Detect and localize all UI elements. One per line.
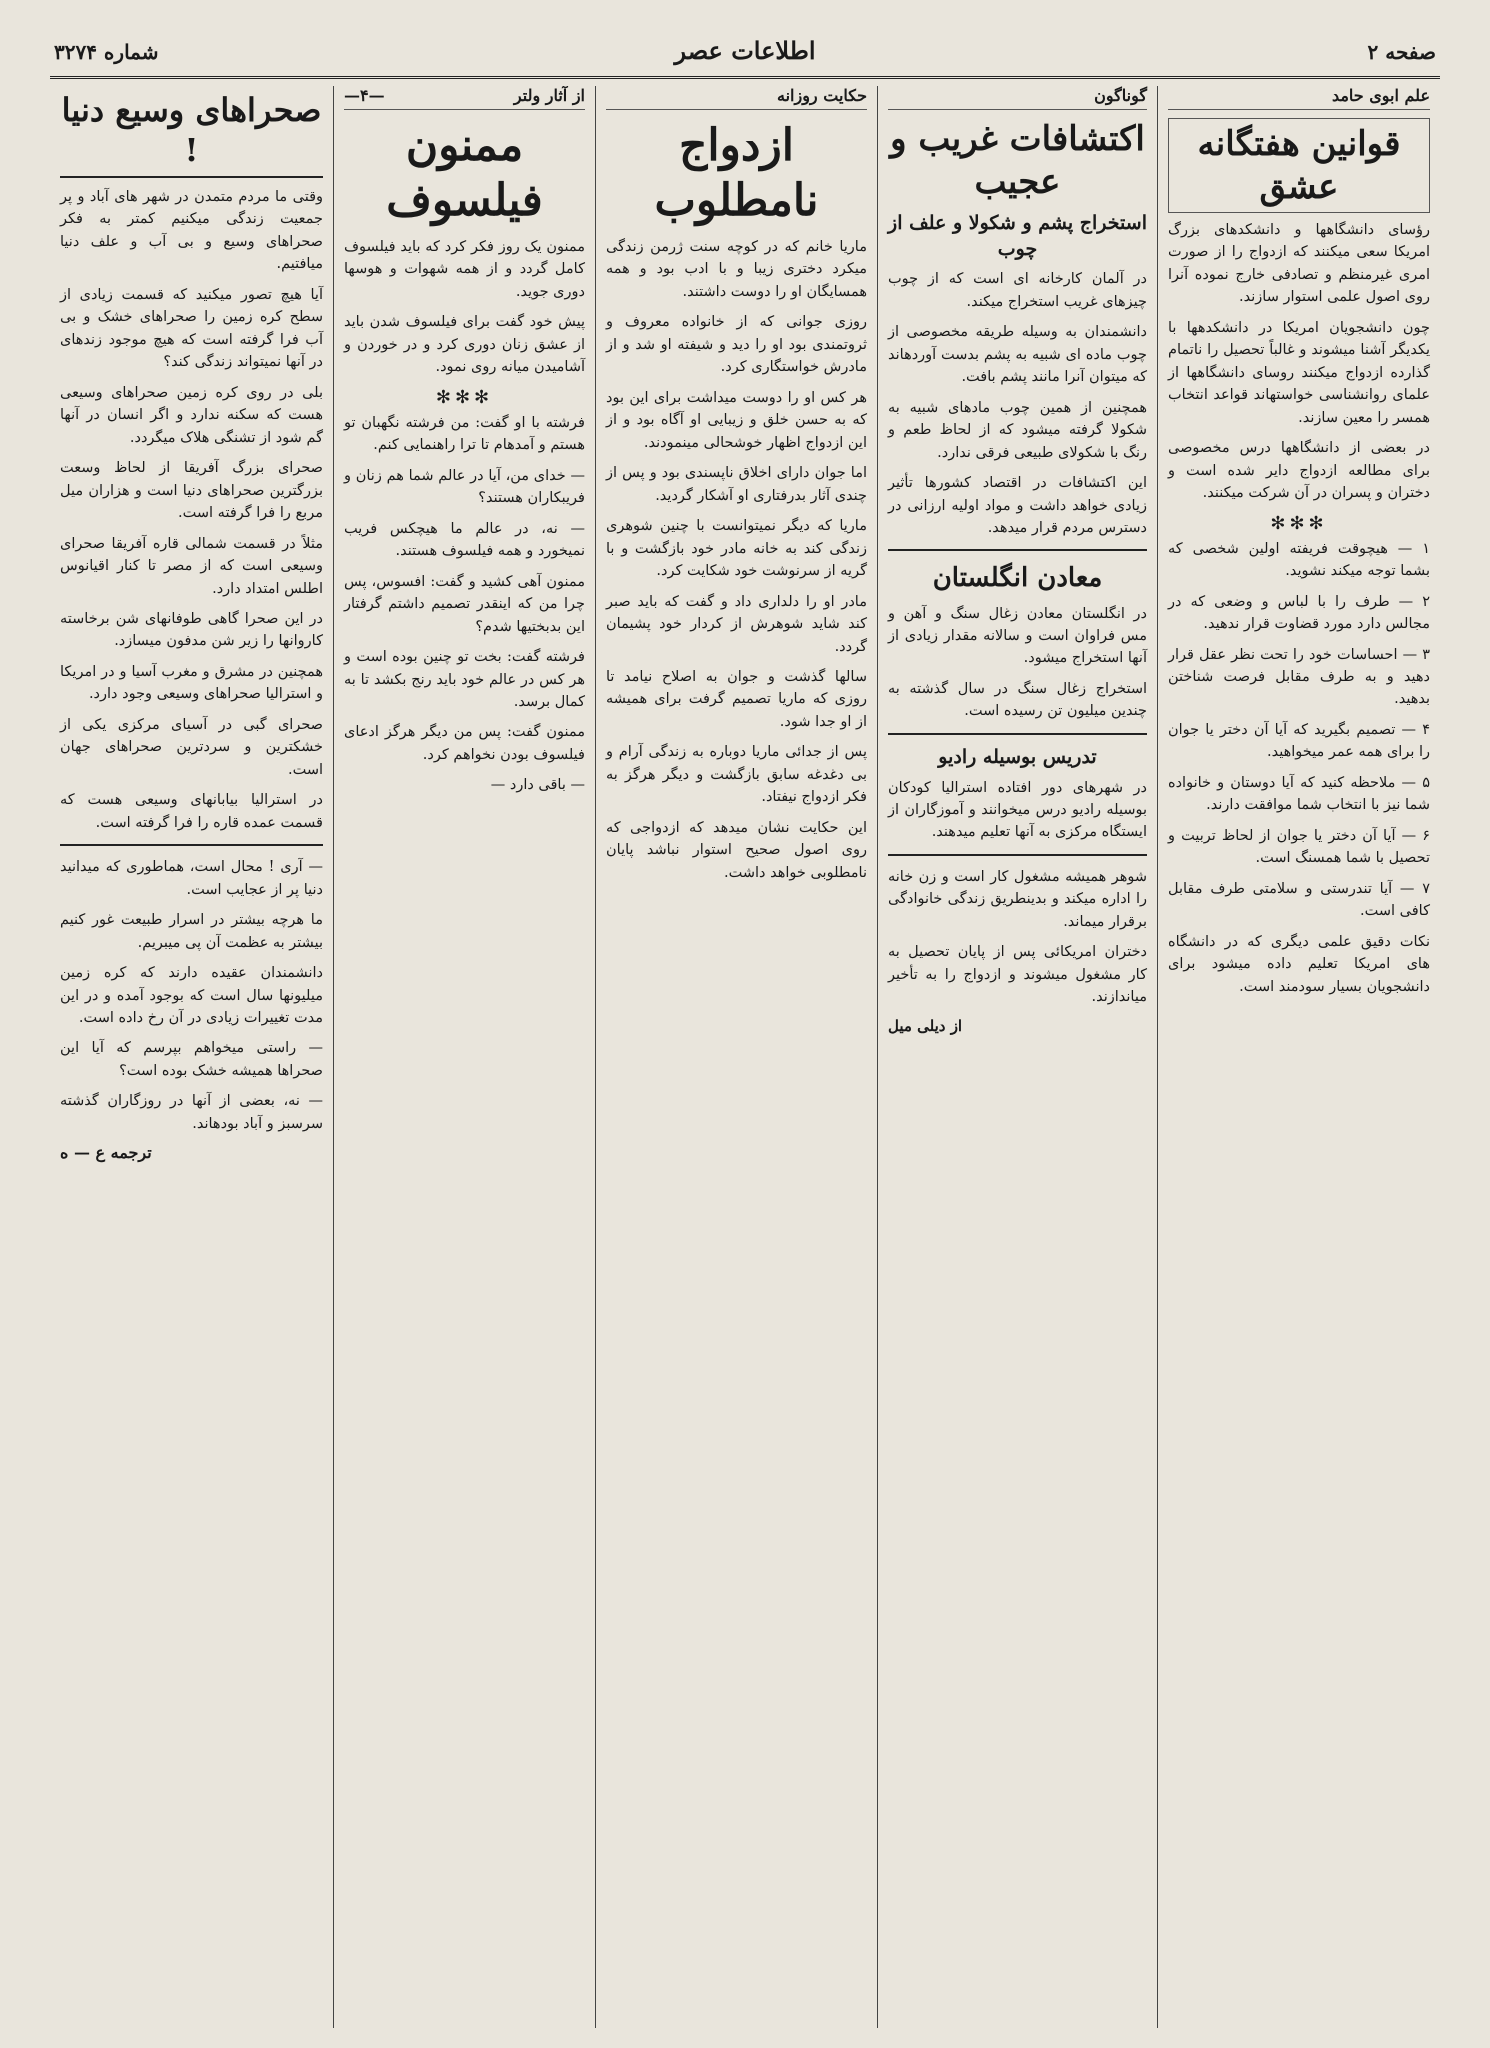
- paragraph: هر کس او را دوست میداشت برای این بود که به حسن خلق و زیبایی او آگاه بود و از این ازدواج اظهار خوشحالی مینمودند.: [606, 389, 867, 451]
- column-daily-story: [596, 86, 878, 2028]
- paragraph: در انگلستان معادن زغال سنگ و آهن و مس فراوان است و سالانه مقدار زیادی از آنها استخراج میشود.: [888, 605, 1147, 667]
- column-deserts: [50, 86, 334, 2028]
- newspaper-title: اطلاعات عصر: [674, 36, 816, 65]
- paragraph: سالها گذشت و جوان به اصلاح نیامد تا روزی که ماریا تصمیم گرفت برای همیشه از او جدا شود.: [606, 668, 867, 730]
- paragraph: در آلمان کارخانه ای است که از چوب چیزهای غریب استخراج میکند.: [888, 271, 1147, 310]
- divider: [888, 733, 1147, 735]
- column-kicker: [344, 86, 585, 110]
- article-body: [1168, 219, 1430, 998]
- article-headline: قوانین هفتگانه عشق: [1168, 118, 1430, 213]
- paragraph: استخراج زغال سنگ در سال گذشته به چندین میلیون تن رسیده است.: [888, 680, 1147, 720]
- article-headline: اکتشافات غریب و عجیب: [890, 119, 1145, 202]
- paragraph: پس از جدائی ماریا دوباره به زندگی آرام و بی دغدغه سابق بازگشت و دیگر هرگز به فکر ازدواج نیفتاد.: [606, 744, 867, 806]
- paragraph: ممنون گفت: پس من دیگر هرگز ادعای فیلسوف بودن نخواهم کرد.: [344, 724, 585, 763]
- paragraph: ممنون یک روز فکر کرد که باید فیلسوف کامل گردد و از همه شهوات و هوسها دوری جوید.: [344, 239, 585, 300]
- paragraph: در استرالیا بیابانهای وسیعی هست که قسمت عمده قاره را فرا گرفته است.: [60, 792, 323, 831]
- paragraph: صحرای بزرگ آفریقا از لحاظ وسعت بزرگترین صحراهای دنیا است و هزاران میل مربع را فرا گرفته است.: [60, 460, 323, 522]
- issue-number: شماره ۳۲۷۴: [54, 40, 159, 64]
- article-source: از دیلی میل: [888, 1016, 963, 1035]
- paragraph: این اکتشافات در اقتصاد کشورها تأثیر زیادی خواهد داشت و مواد اولیه ارزانی در دسترس مردم قرار میدهد.: [888, 475, 1147, 536]
- paragraph: — آری ! محال است، هماطوری که میدانید دنیا پر از عجایب است.: [60, 859, 323, 898]
- column-love-laws: [1158, 86, 1440, 2028]
- paragraph: ۶ — آیا آن دختر یا جوان از لحاظ تربیت و تحصیل با شما همسنگ است.: [1168, 827, 1430, 867]
- paragraph: ۱ — هیچوقت فریفته اولین شخصی که بشما توجه میکند نشوید.: [1168, 540, 1430, 580]
- paragraph: ۷ — آیا تندرستی و سلامتی طرف مقابل کافی است.: [1168, 880, 1430, 920]
- column-kicker-text: از آثار ولتر: [513, 86, 585, 105]
- paragraph: اما جوان دارای اخلاق ناپسندی بود و پس از چندی آثار بدرفتاری او آشکار گردید.: [606, 465, 867, 504]
- paragraph: شوهر همیشه مشغول کار است و زن خانه را اداره میکند و بدینطریق زندگی خانوادگی برقرار میماند.: [888, 868, 1147, 930]
- paragraph: ماریا خانم که در کوچه سنت ژرمن زندگی میکرد دختری زیبا و با ادب بود و همه همسایگان او را دوست داشتند.: [606, 239, 867, 300]
- section-headline-radio: تدریس بوسیله رادیو: [938, 745, 1097, 768]
- divider: [888, 549, 1147, 551]
- masthead: [50, 30, 1440, 79]
- paragraph: صحرای گبی در آسیای مرکزی یکی از خشکترین و سردترین صحراهای جهان است.: [60, 716, 323, 778]
- article-columns: [50, 86, 1440, 2028]
- paragraph: همچنین از همین چوب مادهای شبیه به شکولا گرفته میشود که از لحاظ طعم و رنگ با شکولای طبیعی فرقی ندارد.: [888, 399, 1147, 461]
- column-kicker: گوناگون: [888, 86, 1147, 110]
- paragraph: وقتی ما مردم متمدن در شهر های آباد و پر جمعیت زندگی میکنیم کمتر به فکر صحراهای وسیع و بی آب و علف دنیا میافتیم.: [60, 189, 323, 273]
- separator-ornament: ✻✻✻: [1270, 512, 1328, 534]
- paragraph: مثلاً در قسمت شمالی قاره آفریقا صحرای وسیعی است که از مصر تا کنار اقیانوس اطلس امتداد دارد.: [60, 535, 323, 597]
- paragraph: همچنین در مشرق و مغرب آسیا و در امریکا و استرالیا صحراهای وسیعی وجود دارد.: [60, 663, 323, 703]
- column-voltaire: [334, 86, 596, 2028]
- paragraph: ۴ — تصمیم بگیرید که آیا آن دختر یا جوان را برای همه عمر میخواهید.: [1168, 721, 1430, 761]
- paragraph: — راستی میخواهم بپرسم که آیا این صحراها همیشه خشک بوده است؟: [60, 1040, 323, 1079]
- column-discoveries: [878, 86, 1158, 2028]
- paragraph: دختران امریکائی پس از پایان تحصیل به کار مشغول میشوند و ازدواج را به تأخیر میاندازند.: [888, 944, 1147, 1006]
- paragraph: ۳ — احساسات خود را تحت نظر عقل قرار دهید و به طرف مقابل فرصت شناختن بدهید.: [1168, 646, 1430, 708]
- paragraph: رؤسای دانشگاهها و دانشکدهای بزرگ امریکا سعی میکنند که ازدواج را از صورت امری غیرمنظم و تصادفی خارج نموده آنرا روی اصول علمی استوار سازند.: [1168, 222, 1430, 306]
- paragraph: این حکایت نشان میدهد که ازدواجی که روی اصول صحیح استوار نباشد پایان نامطلوبی خواهد داشت.: [606, 819, 867, 881]
- article-headline: صحراهای وسیع دنیا !: [60, 90, 323, 178]
- paragraph: بلی در روی کره زمین صحراهای وسیعی هست که سکنه ندارد و اگر انسان در آنها گم شود از تشنگی هلاک میگردد.: [60, 384, 323, 446]
- section-headline-mines: معادن انگلستان: [932, 563, 1103, 594]
- paragraph: در بعضی از دانشگاهها درس مخصوصی برای مطالعه ازدواج دایر شده است و دختران و پسران در آن شرکت میکنند.: [1168, 440, 1430, 502]
- paragraph: دانشمندان عقیده دارند که کره زمین میلیونها سال است که بوجود آمده و در این مدت تغییرات زیادی در آن رخ داده است.: [60, 965, 323, 1026]
- paragraph: ممنون آهی کشید و گفت: افسوس، پس چرا من که اینقدر تصمیم داشتم گرفتار این بدبختیها شدم؟: [344, 573, 585, 635]
- paragraph: چون دانشجویان امریکا در دانشکدهها با یکدیگر آشنا میشوند و غالباً تحصیل را ناتمام گذارده ازدواج میکنند روسای دانشگاهها از علمای روانشناسی خواستهاند قواعد انتخاب همسر را معین سازند.: [1168, 319, 1430, 426]
- paragraph: آیا هیچ تصور میکنید که قسمت زیادی از سطح کره زمین را صحراهای خشک و بی آب فرا گرفته است که هیچ موجود زندهای در آنها نمیتواند زندگی کند؟: [60, 286, 323, 371]
- paragraph: دانشمندان به وسیله طریقه مخصوصی از چوب ماده ای شبیه به پشم بدست آوردهاند که میتوان آنرا مانند پشم بافت.: [888, 324, 1147, 386]
- paragraph: فرشته با او گفت: من فرشته نگهبان تو هستم و آمدهام تا ترا راهنمایی کنم.: [344, 414, 585, 454]
- paragraph: نکات دقیق علمی دیگری که در دانشگاه های امریکا تعلیم داده میشود برای دانشجویان بسیار سودمند است.: [1168, 933, 1430, 995]
- paragraph: ۲ — طرف را با لباس و وضعی که در مجالس دارد مورد قضاوت قرار ندهید.: [1168, 593, 1430, 633]
- article-headline: ممنون فیلسوف: [386, 120, 543, 226]
- paragraph: — نه، در عالم ما هیچکس فریب نمیخورد و همه فیلسوف هستند.: [344, 520, 585, 560]
- paragraph: ۵ — ملاحظه کنید که آیا دوستان و خانواده شما نیز با انتخاب شما موافقت دارند.: [1168, 774, 1430, 814]
- paragraph: ما هرچه بیشتر در اسرار طبیعت غور کنیم بیشتر به عظمت آن پی میبریم.: [60, 912, 323, 951]
- paragraph: روزی جوانی که از خانواده معروف و ثروتمندی بود او را دید و شیفته او شد و از مادرش خواستگاری کرد.: [606, 314, 867, 376]
- serial-part-number: —۴—: [344, 86, 385, 105]
- paragraph: — باقی دارد —: [490, 777, 585, 794]
- separator-ornament: ✻✻✻: [435, 386, 494, 408]
- column-kicker: حکایت روزانه: [606, 86, 867, 110]
- page-number: صفحه ۲: [1367, 40, 1436, 64]
- paragraph: — نه، بعضی از آنها در روزگاران گذشته سرسبز و آباد بودهاند.: [60, 1093, 323, 1132]
- divider: [888, 854, 1147, 856]
- paragraph: — خدای من، آیا در عالم شما هم زنان و فریبکاران هستند؟: [344, 467, 585, 507]
- column-kicker: علم ابوی حامد: [1168, 86, 1430, 110]
- divider: [60, 844, 323, 846]
- paragraph: فرشته گفت: بخت تو چنین بوده است و هر کس در عالم خود باید رنج بکشد تا به کمال برسد.: [344, 649, 585, 710]
- article-subhead: استخراج پشم و شکولا و علف از چوب: [888, 212, 1147, 260]
- paragraph: مادر او را دلداری داد و گفت که باید صبر کند شاید شوهرش از کردار خود پشیمان گردد.: [606, 593, 867, 655]
- paragraph: در شهرهای دور افتاده استرالیا کودکان بوسیله رادیو درس میخوانند و آموزگاران از ایستگاه مرکزی به آنها تعلیم میدهند.: [888, 779, 1147, 841]
- article-headline: ازدواج نامطلوب: [654, 120, 819, 226]
- paragraph: در این صحرا گاهی طوفانهای شن برخاسته کاروانها را زیر شن مدفون میسازد.: [60, 610, 323, 650]
- paragraph: ماریا که دیگر نمیتوانست با چنین شوهری زندگی کند به خانه مادر خود بازگشت و با گریه از سرنوشت خود شکایت کرد.: [606, 518, 867, 580]
- translator-credit: ترجمه ع — ه: [60, 1143, 152, 1163]
- paragraph: پیش خود گفت برای فیلسوف شدن باید از عشق زنان دوری کرد و در خوردن و آشامیدن میانه روی نمود.: [344, 314, 585, 376]
